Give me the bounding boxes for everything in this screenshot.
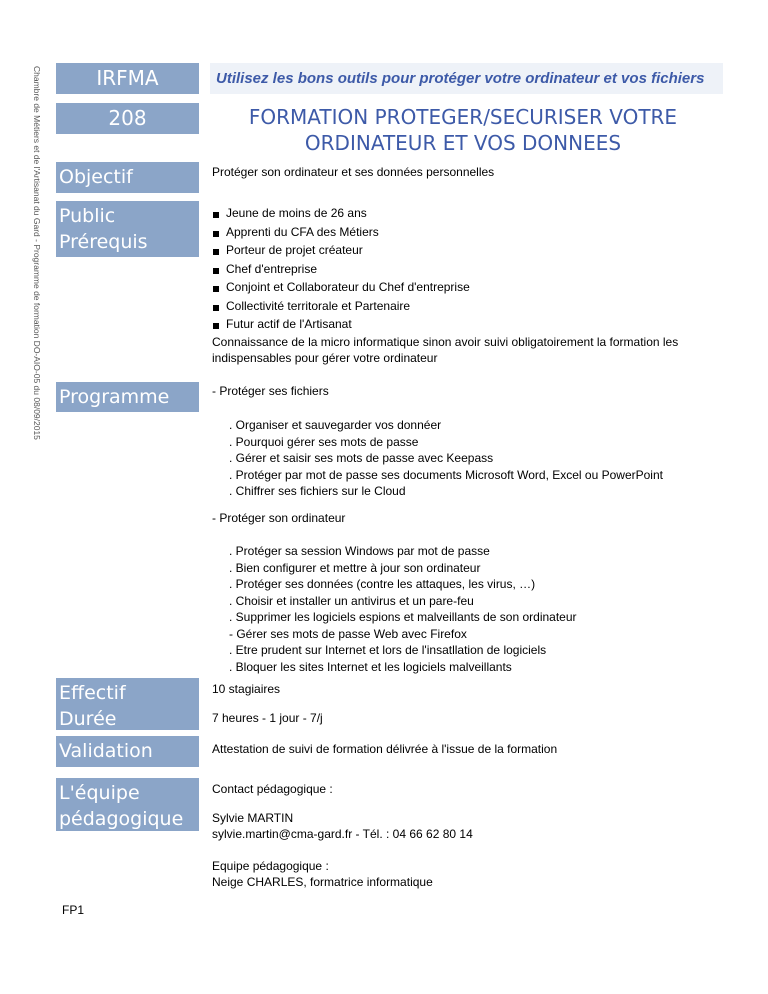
- org-box: IRFMA: [56, 63, 199, 94]
- validation-label: Validation: [56, 736, 199, 767]
- bullet-square-icon: [213, 231, 219, 237]
- bullet-square-icon: [213, 323, 219, 329]
- list-item: . Etre prudent sur Internet et lors de l'insatllation de logiciels: [229, 643, 547, 657]
- bullet-square-icon: [213, 212, 219, 218]
- programme-part2-list: [229, 543, 577, 675]
- objectif-label: Objectif: [56, 162, 199, 193]
- list-item: . Choisir et installer un antivirus et un pare-feu: [229, 593, 474, 608]
- effectif-label-line1: Effectif: [59, 682, 126, 704]
- programme-part2-title: - Protéger son ordinateur: [212, 511, 346, 525]
- contact-label: Contact pédagogique :: [212, 782, 333, 796]
- list-item: Porteur de projet créateur: [213, 241, 470, 260]
- public-label-line2: Prérequis: [59, 231, 148, 253]
- list-item: . Bien configurer et mettre à jour son ordinateur: [229, 560, 481, 575]
- list-item: Jeune de moins de 26 ans: [213, 204, 470, 223]
- public-list: [213, 204, 470, 334]
- public-label-line1: Public: [59, 205, 116, 227]
- equipe-team-value: Neige CHARLES, formatrice informatique: [212, 875, 433, 889]
- list-item: . Pourquoi gérer ses mots de passe: [229, 434, 419, 449]
- list-item: . Protéger par mot de passe ses documents Microsoft Word, Excel ou PowerPoint: [229, 467, 663, 482]
- list-item: . Protéger sa session Windows par mot de passe: [229, 544, 490, 558]
- effectif-label-line2: Durée: [59, 708, 117, 730]
- validation-value: Attestation de suivi de formation délivrée à l'issue de la formation: [212, 742, 558, 756]
- page-title: FORMATION PROTEGER/SECURISER VOTRE ORDINATEUR ET VOS DONNEES: [248, 105, 678, 155]
- programme-part1-title: - Protéger ses fichiers: [212, 384, 329, 398]
- list-item: Futur actif de l'Artisanat: [213, 315, 470, 334]
- list-item: Chef d'entreprise: [213, 260, 470, 279]
- equipe-label-line1: L'équipe: [59, 782, 140, 804]
- code-box: 208: [56, 103, 199, 134]
- list-item: . Bloquer les sites Internet et les logiciels malveillants: [229, 659, 512, 674]
- equipe-team-label: Equipe pédagogique :: [212, 859, 329, 873]
- list-item: . Gérer et saisir ses mots de passe avec Keepass: [229, 451, 494, 465]
- list-item: - Gérer ses mots de passe Web avec Firefox: [229, 626, 467, 641]
- bullet-square-icon: [213, 305, 219, 311]
- prerequis-text: Connaissance de la micro informatique sinon avoir suivi obligatoirement la formation les indispensables pour gérer votre ordinateur: [212, 335, 679, 365]
- objectif-text: Protéger son ordinateur et ses données personnelles: [212, 165, 495, 179]
- effectif-label: [56, 678, 199, 730]
- effectif-value: 10 stagiaires: [212, 682, 281, 696]
- list-item: Apprenti du CFA des Métiers: [213, 223, 470, 242]
- bullet-square-icon: [213, 286, 219, 292]
- bullet-square-icon: [213, 249, 219, 255]
- programme-part1-list: [229, 417, 663, 500]
- duree-value: 7 heures - 1 jour - 7/j: [212, 711, 323, 725]
- list-item: . Chiffrer ses fichiers sur le Cloud: [229, 484, 406, 498]
- list-item: . Organiser et sauvegarder vos donnéer: [229, 418, 442, 432]
- list-item: . Supprimer les logiciels espions et malveillants de son ordinateur: [229, 610, 577, 624]
- contact-name: Sylvie MARTIN: [212, 811, 294, 825]
- public-label: [56, 201, 199, 257]
- side-reference-text: Chambre de Métiers et de l'Artisanat du Gard - Programme de formation DO-AIO-05 du 08/09/2015: [32, 66, 42, 440]
- bullet-square-icon: [213, 268, 219, 274]
- tagline: Utilisez les bons outils pour protéger votre ordinateur et vos fichiers: [210, 63, 723, 94]
- equipe-label: [56, 778, 199, 831]
- equipe-label-line2: pédagogique: [59, 808, 184, 830]
- programme-label: Programme: [56, 382, 199, 412]
- contact-info: sylvie.martin@cma-gard.fr - Tél. : 04 66 62 80 14: [212, 827, 473, 841]
- list-item: Collectivité territorale et Partenaire: [213, 297, 470, 316]
- footer-code: FP1: [62, 903, 85, 917]
- list-item: . Protéger ses données (contre les attaques, les virus, …): [229, 577, 536, 591]
- list-item: Conjoint et Collaborateur du Chef d'entreprise: [213, 278, 470, 297]
